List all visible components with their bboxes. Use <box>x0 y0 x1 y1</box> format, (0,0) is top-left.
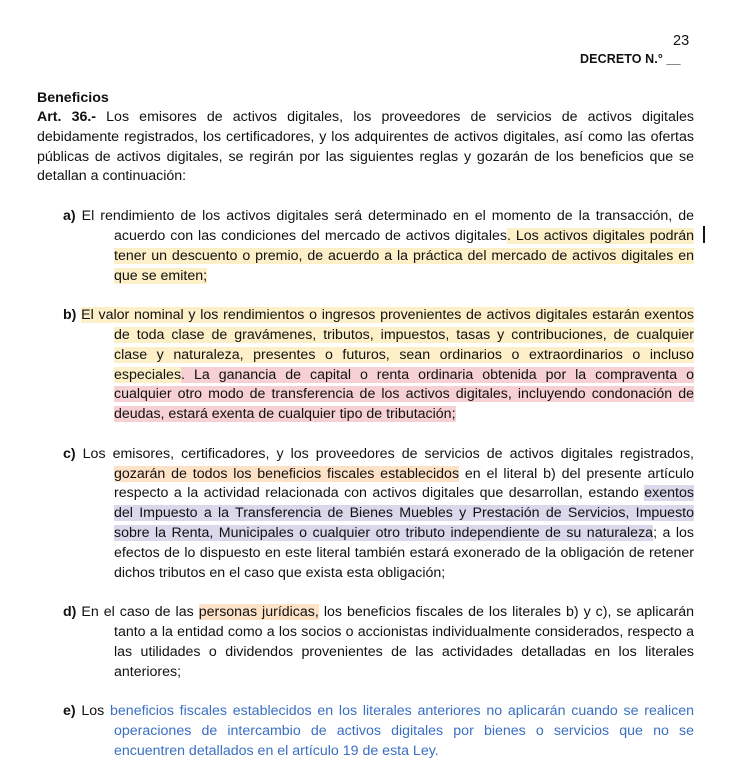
article-text: Los emisores de activos digitales, los proveedores de servicios de activos digitales debidamente registrados, los certificadores, y los adquirentes de activos digitales, así como las ofertas públicas de activos digitales, se regirán por las siguientes reglas y gozarán de los beneficios que se detallan a continuación: <box>37 109 694 185</box>
article-paragraph <box>37 108 694 187</box>
literal-label: a) <box>63 208 76 225</box>
literal-text: ; a los efectos de lo dispuesto en este literal también estará exonerado de la obligación de retener dichos tributos en el caso que exista esta obligación; <box>114 524 694 581</box>
literal-text: en el literal b) del presente artículo respecto a la actividad relacionada con activos digitales que desarrollan, estando <box>114 465 694 502</box>
literal-item <box>37 306 694 425</box>
literal-item <box>37 702 694 761</box>
literal-list <box>37 207 694 761</box>
highlighted-text: exentos del Impuesto a la Transferencia de Bienes Muebles y Prestación de Servicios, Impuesto sobre la Renta, Municipales o cualquier otro tributo independiente de su naturaleza <box>114 485 694 541</box>
literal-item <box>37 603 694 682</box>
section-title: Beneficios <box>37 90 109 106</box>
literal-label: c) <box>63 445 76 462</box>
article-label: Art. 36.- <box>37 109 97 125</box>
literal-text: Los emisores, certificadores, y los proveedores de servicios de activos digitales registrados, <box>82 445 694 462</box>
decree-heading: DECRETO N.° __ <box>580 52 681 66</box>
text-cursor <box>703 226 705 243</box>
literal-text: El rendimiento de los activos digitales será determinado en el momento de la transacción, de acuerdo con las condiciones del mercado de activos digitales <box>81 208 694 244</box>
highlighted-text: personas jurídicas, <box>198 604 319 621</box>
highlighted-text: gozarán de todos los beneficios fiscales establecidos <box>114 465 460 482</box>
literal-text: los beneficios fiscales de los literales b) y c), se aplicarán tanto a la entidad como a los socios o accionistas individualmente considerados, respecto a las utilidades o dividendos provenientes de las actividades detalladas en los literales anteriores; <box>114 604 694 680</box>
literal-item <box>37 445 694 584</box>
literal-item <box>37 207 694 286</box>
highlighted-text: . Los activos digitales podrán tener un descuento o premio, de acuerdo a la práctica del mercado de activos digitales en que se emiten; <box>114 227 694 284</box>
document-body <box>37 88 694 781</box>
literal-text: Los <box>81 703 111 720</box>
highlighted-text: El valor nominal y los rendimientos o ingresos provenientes de activos digitales estarán exentos de toda clase de gravámenes, tributos, impuestos, tasas y contribuciones, de cualquier clase y naturaleza, presentes o futuros, sean ordinarios o extraordinarios o incluso especiales <box>81 307 694 383</box>
literal-label: d) <box>63 604 77 621</box>
page-number: 23 <box>673 33 690 49</box>
literal-text: En el caso de las <box>81 604 199 621</box>
highlighted-text: . La ganancia de capital o renta ordinaria obtenida por la compraventa o cualquier otro modo de transferencia de los activos digitales, incluyendo condonación de deudas, estará exenta de cualquier tipo de tributación; <box>114 366 694 423</box>
literal-label: b) <box>63 307 77 324</box>
literal-label: e) <box>63 703 76 720</box>
highlighted-text: beneficios fiscales establecidos en los literales anteriores no aplicarán cuando se realicen operaciones de intercambio de activos digitales por bienes o servicios que no se encuentren detallados en el artículo 19 de esta Ley. <box>110 703 694 759</box>
